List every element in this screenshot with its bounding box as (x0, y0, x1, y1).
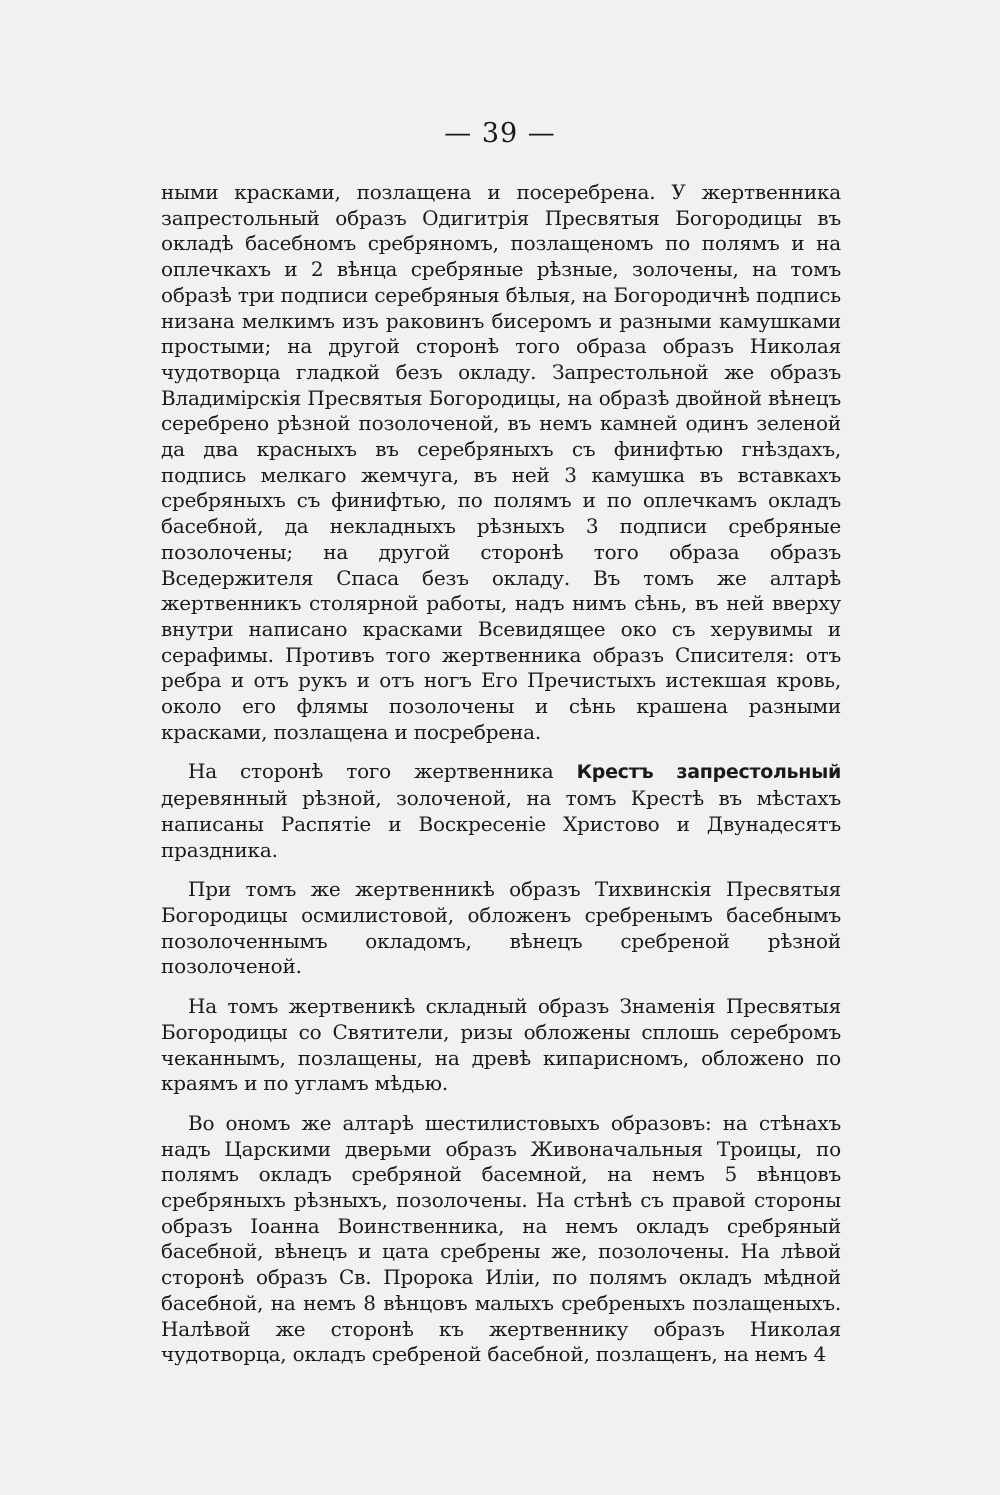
page-number: — 39 — (444, 118, 556, 149)
bold-heading-cross: Крестъ запрестольный (576, 761, 841, 784)
paragraph-3: При томъ же жертвенникѣ образъ Тихвинскія Пресвятыя Богородицы осмилистовой, обложенъ сребренымъ басебнымъ позолоченнымъ окладомъ, вѣнецъ сребреной рѣзной позолоченой. (161, 877, 841, 979)
paragraph-2-end: деревянный рѣзной, золоченой, на томъ Крестѣ въ мѣстахъ написаны Распятіе и Воскресеніе Христово и Двунадесятъ праздника. (161, 786, 841, 862)
paragraph-5: Во ономъ же алтарѣ шестилистовыхъ образовъ: на стѣнахъ надъ Царскими дверьми образъ Живоначальныя Троицы, по полямъ окладъ сребряной басемной, на немъ 5 вѣнцовъ сребряныхъ рѣзныхъ, позолочены. На стѣнѣ съ правой стороны образъ Іоанна Воинственника, на немъ окладъ сребряный басебной, вѣнецъ и цата сребрены же, позолочены. На лѣвой сторонѣ образъ Св. Пророка Иліи, по полямъ окладъ мѣдной басебной, на немъ 8 вѣнцовъ малыхъ сребреныхъ позлащеныхъ. Налѣвой же сторонѣ къ жертвеннику образъ Николая чудотворца, окладъ сребреной басебной, позлащенъ, на немъ 4 (161, 1110, 841, 1367)
paragraph-2-start: На сторонѣ того жертвенника (188, 759, 554, 784)
paragraph-1: ными красками, позлащена и посеребрена. У жертвенника запрестольный образъ Одигитрія Пресвятыя Богородицы въ окладѣ басебномъ сребряномъ, позлащеномъ по полямъ и на оплечкахъ и 2 вѣнца сребряные рѣзные, золочены, на томъ образѣ три подписи серебряныя бѣлыя, на Богородичнѣ подпись низана мелкимъ изъ раковинъ бисеромъ и разными камушками простыми; на другой сторонѣ того образа образъ Николая чудотворца гладкой безъ окладу. Запрестольной же образъ Владимірскія Пресвятыя Богородицы, на образѣ двойной вѣнецъ серебрено рѣзной позолоченой, въ немъ камней одинъ зеленой да два красныхъ въ серебряныхъ съ финифтью гнѣздахъ, подпись мелкаго жемчуга, въ ней 3 камушка въ вставкахъ сребряныхъ съ финифтью, по полямъ и по оплечкамъ окладъ басебной, да некладныхъ рѣзныхъ 3 подписи сребряные позолочены; на другой сторонѣ того образа образъ Вседержителя Спаса безъ окладу. Въ томъ же алтарѣ жертвенникъ столярной работы, надъ нимъ сѣнь, въ ней вверху внутри написано красками Всевидящее око съ херувимы и серафимы. Противъ того жертвенника образъ Списителя: отъ ребра и отъ рукъ и отъ ногъ Его Пречистыхъ истекшая кровь, около его флямы позолочены и сѣнь крашена разными красками, позлащена и посребрена. (161, 180, 841, 744)
body-text (161, 180, 841, 1382)
paragraph-2 (161, 759, 841, 863)
paragraph-4: На томъ жертвеникѣ складный образъ Знаменія Пресвятыя Богородицы со Святители, ризы обложены сплошь серебромъ чеканнымъ, позлащены, на древѣ кипарисномъ, обложено по краямъ и по угламъ мѣдью. (161, 994, 841, 1096)
